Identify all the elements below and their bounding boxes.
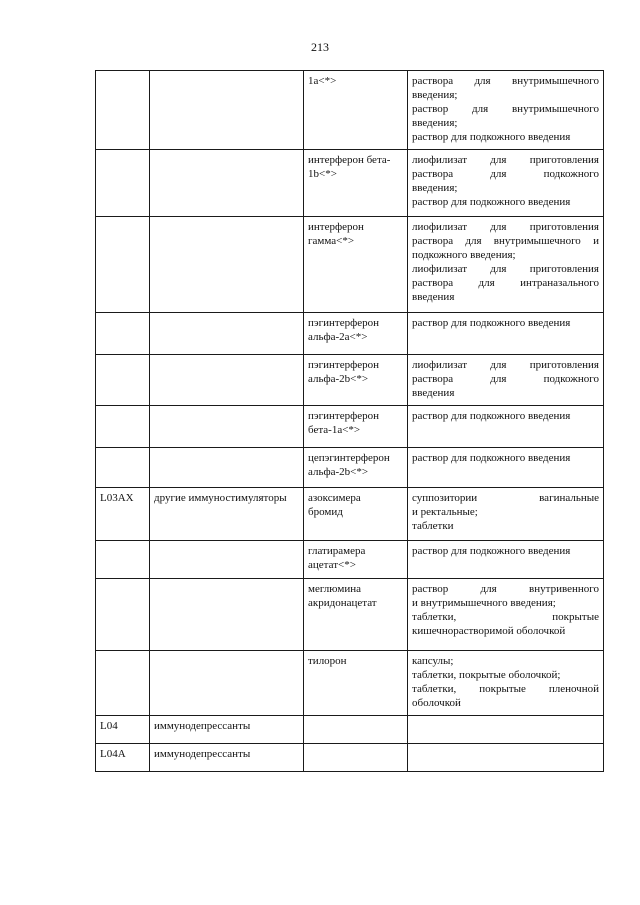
drug-name-line: 1b<*>: [308, 168, 337, 180]
atc-code-cell: [96, 406, 150, 448]
drug-name-line: пэгинтерферон: [308, 410, 379, 422]
drug-name-cell: [304, 716, 408, 744]
dosage-form-line: раствора для внутримышечного: [412, 75, 599, 87]
drug-name-cell: [304, 651, 408, 716]
table-row: [96, 488, 604, 541]
atc-code-cell: [96, 448, 150, 488]
drug-name-line: пэгинтерферон: [308, 359, 379, 371]
dosage-form-cell: [408, 355, 604, 406]
atc-code-cell: [96, 217, 150, 313]
dosage-form-cell: [408, 488, 604, 541]
dosage-form-line: лиофилизат для приготовления: [412, 221, 599, 233]
group-name-cell: [150, 541, 304, 579]
table-row: [96, 406, 604, 448]
table-row: [96, 355, 604, 406]
group-name-cell: иммунодепрессанты: [150, 716, 304, 744]
drug-name-line: гамма<*>: [308, 235, 355, 247]
table-row: [96, 541, 604, 579]
drug-name-cell: [304, 448, 408, 488]
table-row: [96, 716, 604, 744]
drug-name-line: ацетат<*>: [308, 559, 356, 571]
dosage-form-cell: [408, 541, 604, 579]
group-name-cell: другие иммуностимуляторы: [150, 488, 304, 541]
dosage-form-line: раствора для интраназального: [412, 277, 599, 289]
dosage-form-line: введения;: [412, 117, 458, 129]
drug-table: [95, 70, 604, 772]
dosage-form-line: кишечнорастворимой оболочкой: [412, 625, 566, 637]
group-name-cell: [150, 313, 304, 355]
drug-name-cell: [304, 488, 408, 541]
dosage-form-line: введения: [412, 291, 455, 303]
atc-code-cell: L04: [96, 716, 150, 744]
group-name-cell: [150, 71, 304, 150]
table-row: [96, 313, 604, 355]
drug-name-cell: [304, 355, 408, 406]
table-row: [96, 744, 604, 772]
dosage-form-line: таблетки, покрытые пленочной: [412, 683, 599, 695]
atc-code-cell: [96, 541, 150, 579]
group-name-cell: [150, 651, 304, 716]
atc-code-cell: [96, 579, 150, 651]
dosage-form-line: таблетки, покрытые оболочкой;: [412, 669, 561, 681]
drug-name-line: меглюмина: [308, 583, 361, 595]
atc-code-cell: L04A: [96, 744, 150, 772]
drug-name-line: интерферон: [308, 221, 364, 233]
dosage-form-line: лиофилизат для приготовления: [412, 263, 599, 275]
drug-name-line: акридонацетат: [308, 597, 377, 609]
dosage-form-line: раствор для внутримышечного: [412, 103, 599, 115]
dosage-form-line: введения: [412, 387, 455, 399]
table-body: [96, 71, 604, 772]
dosage-form-line: раствора для подкожного: [412, 373, 599, 385]
atc-code-cell: [96, 71, 150, 150]
dosage-form-line: введения;: [412, 89, 458, 101]
group-name-cell: [150, 150, 304, 217]
drug-name-line: глатирамера: [308, 545, 366, 557]
atc-code-cell: [96, 355, 150, 406]
dosage-form-line: оболочкой: [412, 697, 461, 709]
dosage-form-cell: [408, 651, 604, 716]
atc-code-cell: [96, 651, 150, 716]
dosage-form-line: таблетки, покрытые: [412, 611, 599, 623]
table-row: [96, 579, 604, 651]
group-name-cell: [150, 217, 304, 313]
dosage-form-line: раствор для подкожного введения: [412, 410, 571, 422]
drug-name-line: цепэгинтерферон: [308, 452, 390, 464]
drug-name-line: бета-1a<*>: [308, 424, 361, 436]
drug-name-line: альфа-2b<*>: [308, 466, 369, 478]
dosage-form-line: раствор для подкожного введения: [412, 196, 571, 208]
dosage-form-line: капсулы;: [412, 655, 454, 667]
atc-code-cell: L03AX: [96, 488, 150, 541]
table-row: [96, 71, 604, 150]
dosage-form-cell: [408, 217, 604, 313]
table-row: [96, 217, 604, 313]
dosage-form-line: раствора для подкожного: [412, 168, 599, 180]
drug-name-cell: [304, 71, 408, 150]
drug-name-cell: [304, 313, 408, 355]
drug-name-line: альфа-2a<*>: [308, 331, 368, 343]
dosage-form-line: введения;: [412, 182, 458, 194]
dosage-form-line: лиофилизат для приготовления: [412, 359, 599, 371]
drug-name-cell: [304, 150, 408, 217]
group-name-cell: [150, 355, 304, 406]
dosage-form-cell: [408, 71, 604, 150]
dosage-form-line: раствор для подкожного введения: [412, 452, 571, 464]
drug-name-line: 1a<*>: [308, 75, 337, 87]
table-row: [96, 150, 604, 217]
dosage-form-line: таблетки: [412, 520, 454, 532]
drug-name-line: пэгинтерферон: [308, 317, 379, 329]
group-name-cell: [150, 579, 304, 651]
drug-name-line: азоксимера: [308, 492, 361, 504]
dosage-form-cell: [408, 744, 604, 772]
dosage-form-line: раствора для внутримышечного и: [412, 235, 599, 247]
page-number: 213: [311, 40, 329, 54]
dosage-form-cell: [408, 448, 604, 488]
dosage-form-line: и внутримышечного введения;: [412, 597, 556, 609]
group-name-cell: иммунодепрессанты: [150, 744, 304, 772]
table-row: [96, 651, 604, 716]
dosage-form-line: лиофилизат для приготовления: [412, 154, 599, 166]
dosage-form-line: подкожного введения;: [412, 249, 516, 261]
dosage-form-cell: [408, 150, 604, 217]
drug-name-cell: [304, 406, 408, 448]
dosage-form-line: раствор для внутривенного: [412, 583, 599, 595]
dosage-form-cell: [408, 406, 604, 448]
dosage-form-line: раствор для подкожного введения: [412, 131, 571, 143]
drug-name-line: интерферон бета-: [308, 154, 391, 166]
dosage-form-cell: [408, 579, 604, 651]
drug-name-line: альфа-2b<*>: [308, 373, 369, 385]
atc-code-cell: [96, 150, 150, 217]
dosage-form-line: и ректальные;: [412, 506, 478, 518]
dosage-form-line: суппозитории вагинальные: [412, 492, 599, 504]
dosage-form-line: раствор для подкожного введения: [412, 317, 571, 329]
drug-name-cell: [304, 541, 408, 579]
dosage-form-line: раствор для подкожного введения: [412, 545, 571, 557]
drug-name-cell: [304, 579, 408, 651]
dosage-form-cell: [408, 313, 604, 355]
dosage-form-cell: [408, 716, 604, 744]
group-name-cell: [150, 406, 304, 448]
drug-name-cell: [304, 744, 408, 772]
drug-name-cell: [304, 217, 408, 313]
drug-name-line: тилорон: [308, 655, 347, 667]
group-name-cell: [150, 448, 304, 488]
drug-name-line: бромид: [308, 506, 343, 518]
atc-code-cell: [96, 313, 150, 355]
table-row: [96, 448, 604, 488]
